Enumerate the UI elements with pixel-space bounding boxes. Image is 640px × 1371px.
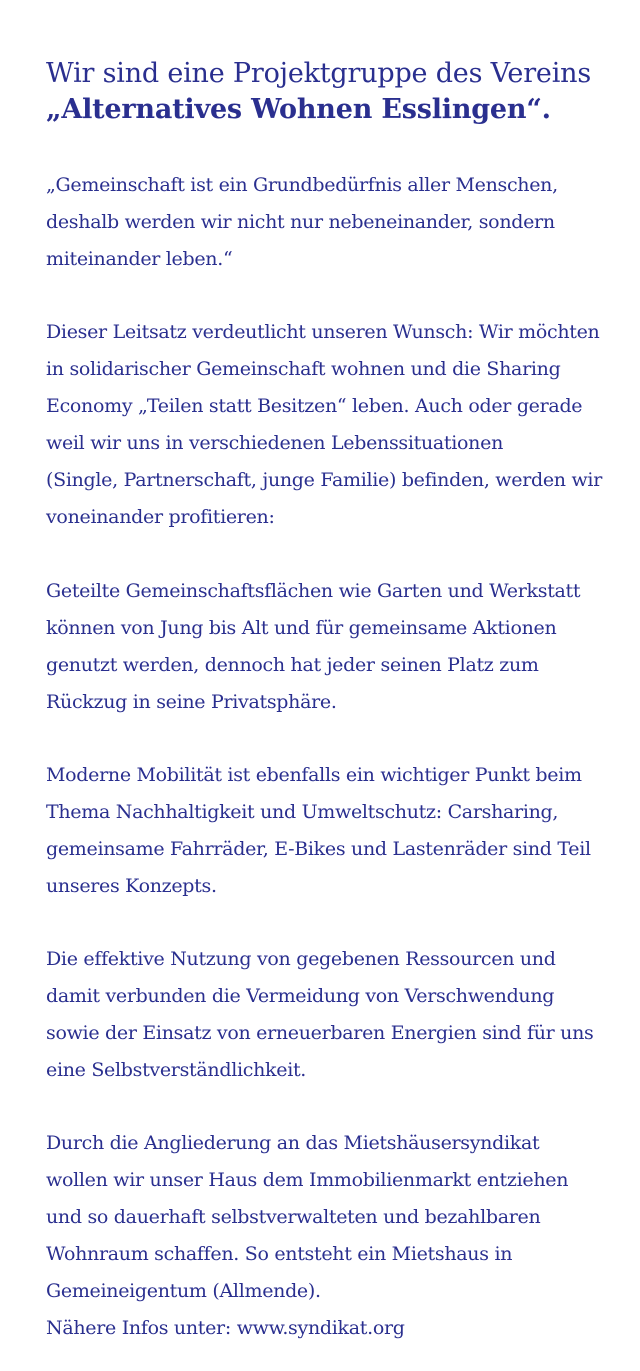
mobility-paragraph — [46, 757, 606, 905]
more-info-prefix: Nähere Infos unter: — [46, 1317, 237, 1339]
paragraph-line: unseres Konzepts. — [46, 875, 217, 897]
paragraph-line: damit verbunden die Vermeidung von Verschwendung — [46, 985, 555, 1007]
paragraph-line: Rückzug in seine Privatsphäre. — [46, 691, 337, 713]
paragraph-line: eine Selbstverständlichkeit. — [46, 1059, 307, 1081]
paragraph-line: Thema Nachhaltigkeit und Umweltschutz: Carsharing, — [46, 801, 559, 823]
quote-paragraph — [46, 167, 606, 278]
paragraph-line: gemeinsame Fahrräder, E-Bikes und Lastenräder sind Teil — [46, 838, 591, 860]
paragraph-line: können von Jung bis Alt und für gemeinsame Aktionen — [46, 617, 557, 639]
shared-spaces-paragraph — [46, 573, 606, 721]
paragraph-line: Economy „Teilen statt Besitzen“ leben. Auch oder gerade — [46, 395, 583, 417]
heading-line-1: Wir sind eine Projektgruppe des Vereins — [46, 58, 591, 89]
paragraph-line: Geteilte Gemeinschaftsflächen wie Garten und Werkstatt — [46, 580, 581, 602]
paragraph-line: in solidarischer Gemeinschaft wohnen und die Sharing — [46, 358, 561, 380]
paragraph-line: sowie der Einsatz von erneuerbaren Energien sind für uns — [46, 1022, 594, 1044]
more-info-line — [46, 1310, 606, 1347]
paragraph-line: genutzt werden, dennoch hat jeder seinen Platz zum — [46, 654, 539, 676]
page-heading — [46, 56, 616, 128]
paragraph-line: (Single, Partnerschaft, junge Familie) befinden, werden wir — [46, 469, 602, 491]
paragraph-line: Wohnraum schaffen. So entsteht ein Mietshaus in — [46, 1243, 513, 1265]
paragraph-line: voneinander profitieren: — [46, 506, 275, 528]
paragraph-line: wollen wir unser Haus dem Immobilienmarkt entziehen — [46, 1169, 569, 1191]
resources-paragraph — [46, 941, 606, 1089]
paragraph-line: weil wir uns in verschiedenen Lebenssituationen — [46, 432, 504, 454]
paragraph-line: Gemeineigentum (Allmende). — [46, 1280, 321, 1302]
paragraph-line: und so dauerhaft selbstverwalteten und bezahlbaren — [46, 1206, 541, 1228]
syndikat-paragraph — [46, 1125, 606, 1347]
quote-line: miteinander leben.“ — [46, 248, 233, 270]
leitsatz-paragraph — [46, 314, 606, 536]
paragraph-line: Dieser Leitsatz verdeutlicht unseren Wunsch: Wir möchten — [46, 321, 600, 343]
paragraph-line: Moderne Mobilität ist ebenfalls ein wichtiger Punkt beim — [46, 764, 582, 786]
quote-line: deshalb werden wir nicht nur nebeneinander, sondern — [46, 211, 555, 233]
paragraph-line: Durch die Angliederung an das Mietshäusersyndikat — [46, 1132, 540, 1154]
heading-line-2-association-name: „Alternatives Wohnen Esslingen“. — [46, 94, 551, 125]
paragraph-line: Die effektive Nutzung von gegebenen Ressourcen und — [46, 948, 556, 970]
quote-line: „Gemeinschaft ist ein Grundbedürfnis aller Menschen, — [46, 174, 558, 196]
syndikat-link[interactable]: www.syndikat.org — [236, 1317, 405, 1339]
